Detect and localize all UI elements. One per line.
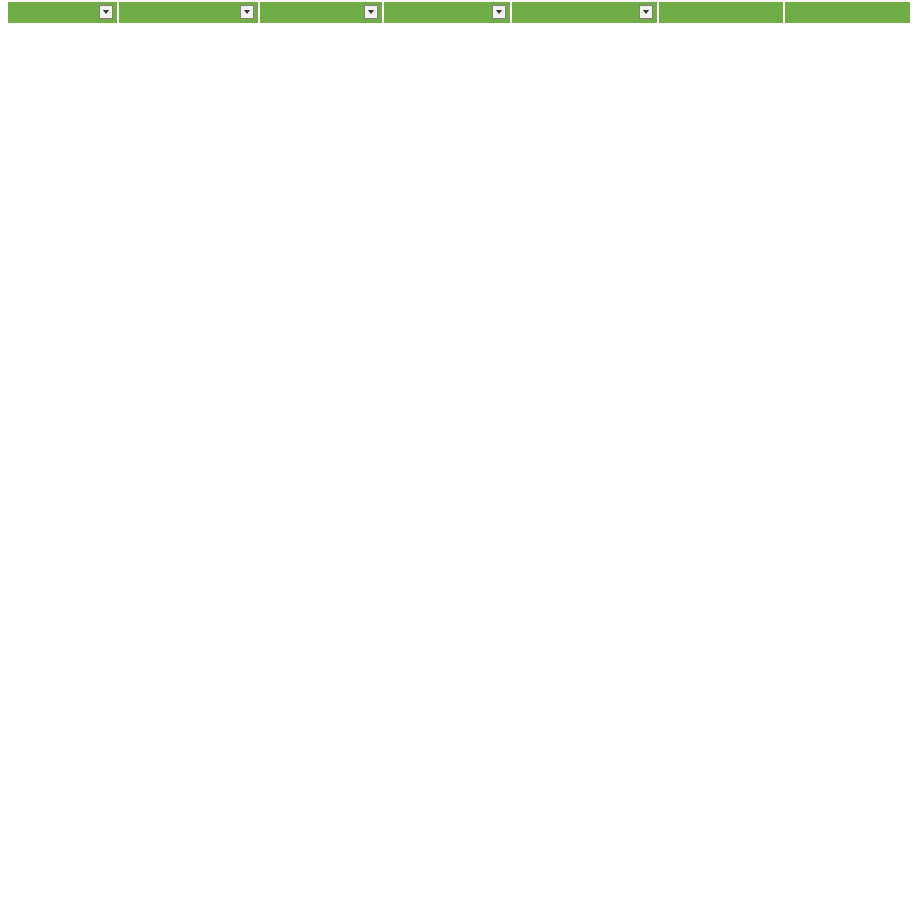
price-table <box>8 2 910 908</box>
header-harga-bakul <box>659 2 785 23</box>
header-daerah[interactable] <box>119 2 260 23</box>
header-row <box>8 2 910 23</box>
header-wilayah[interactable] <box>8 2 119 23</box>
filter-dropdown-icon[interactable] <box>639 5 653 19</box>
filter-dropdown-icon[interactable] <box>99 5 113 19</box>
header-harga-hari-ini[interactable] <box>384 2 512 23</box>
filter-dropdown-icon[interactable] <box>492 5 506 19</box>
header-toko-warung <box>785 2 910 23</box>
filter-dropdown-icon[interactable] <box>364 5 378 19</box>
filter-dropdown-icon[interactable] <box>240 5 254 19</box>
header-harga-kemarin[interactable] <box>260 2 384 23</box>
header-keterangan[interactable] <box>512 2 659 23</box>
